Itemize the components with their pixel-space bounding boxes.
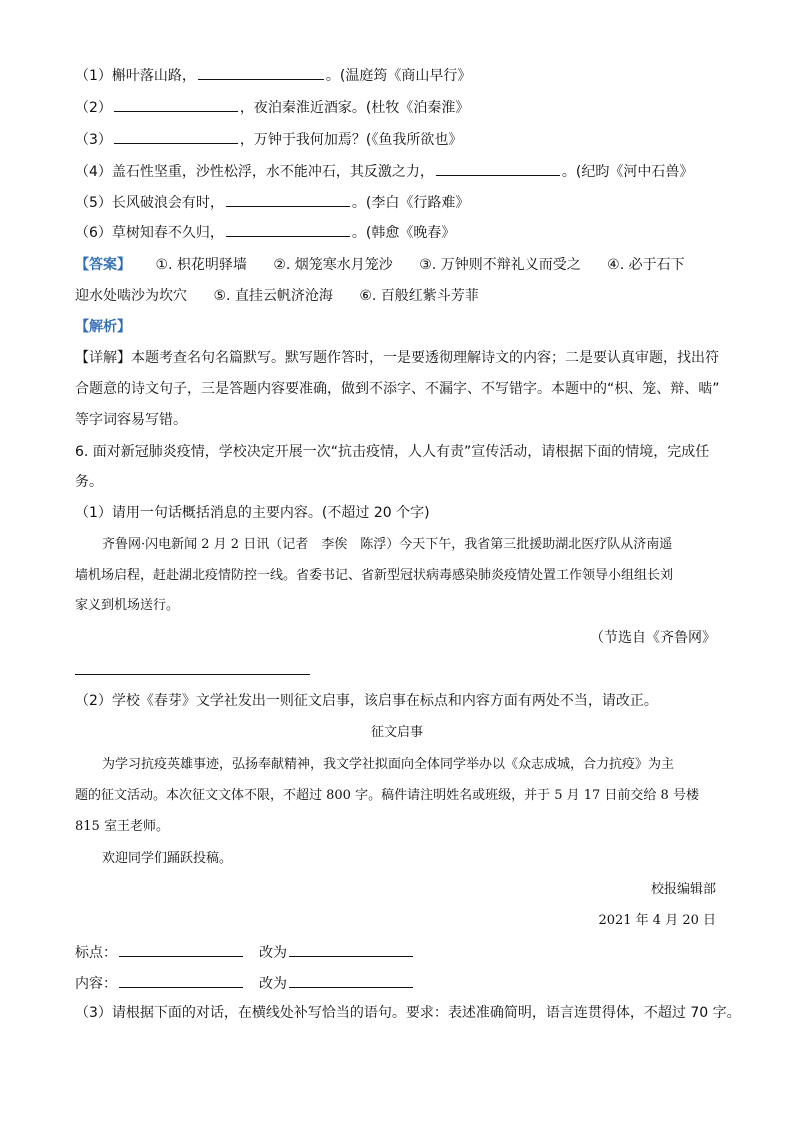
analysis-line-3 bbox=[75, 410, 187, 430]
punct-fixed-blank[interactable] bbox=[289, 942, 413, 957]
q6-sub-1-text: （1）请用一句话概括消息的主要内容。(不超过 20 个字) bbox=[75, 505, 430, 521]
q6-stem-text-1: 6. 面对新冠肺炎疫情，学校决定开展一次“抗击疫情，人人有责”宣传活动，请根据下面的情境，完成任 bbox=[75, 444, 710, 460]
answer-item-2: ②. 烟笼寒水月笼沙 bbox=[273, 257, 393, 273]
answer-line-1 bbox=[75, 255, 685, 275]
notice-line-4: 欢迎同学们踊跃投稿。 bbox=[102, 851, 233, 866]
notice-line-2: 题的征文活动。本次征文文体不限，不超过 800 字。稿件请注明姓名或班级，并于 5 月 17 日前交给 8 号楼 bbox=[75, 788, 699, 803]
q5-l4-prefix: （4）盖石性坚重，沙性松浮，水不能冲石，其反激之力， bbox=[75, 164, 434, 180]
q5-l1-suffix: 。(温庭筠《商山早行》 bbox=[325, 68, 472, 84]
punct-fix-line bbox=[75, 942, 415, 963]
detail-tag: 【详解】 bbox=[75, 350, 131, 366]
answer-tag: 【答案】 bbox=[75, 257, 131, 273]
q5-l1-prefix: （1）槲叶落山路， bbox=[75, 68, 196, 84]
analysis-tag: 【解析】 bbox=[75, 319, 131, 335]
answer-item-4-continued: 迎水处啮沙为坎穴 bbox=[75, 288, 187, 304]
answer-blank[interactable] bbox=[436, 161, 560, 176]
change-to-label: 改为 bbox=[259, 976, 287, 992]
answer-item-3: ③. 万钟则不辩礼义而受之 bbox=[419, 257, 581, 273]
news-line-2: 墙机场启程，赶赴湖北疫情防控一线。省委书记、省新型冠状病毒感染肺炎疫情处置工作领导小组组长刘 bbox=[75, 568, 674, 583]
q5-l4-suffix: 。(纪昀《河中石兽》 bbox=[561, 164, 694, 180]
answer-blank[interactable] bbox=[226, 222, 350, 237]
content-fix-line bbox=[75, 973, 415, 994]
answer-blank[interactable] bbox=[114, 129, 238, 144]
q5-l2-suffix: ，夜泊秦淮近酒家。(杜牧《泊秦淮》 bbox=[239, 100, 470, 116]
answer-blank[interactable] bbox=[114, 97, 238, 112]
q5-l6-prefix: （6）草树知春不久归， bbox=[75, 225, 224, 241]
q5-line-1 bbox=[75, 65, 471, 86]
content-original-blank[interactable] bbox=[119, 973, 243, 988]
q5-l5-suffix: 。(李白《行路难》 bbox=[351, 195, 470, 211]
analysis-heading bbox=[75, 317, 131, 337]
change-to-label: 改为 bbox=[259, 945, 287, 961]
notice-title: 征文启事 bbox=[370, 725, 423, 740]
q6-sub-3 bbox=[75, 1003, 741, 1023]
q6-sub-3-text: （3）请根据下面的对话，在横线处补写恰当的语句。要求：表述准确简明，语言连贯得体，不超过 70 字。 bbox=[75, 1005, 741, 1021]
analysis-text-2: 合题意的诗文句子，三是答题内容要准确，做到不添字、不漏字、不写错字。本题中的“枳、笼、辩、啮” bbox=[75, 381, 720, 397]
q5-l6-suffix: 。(韩愈《晚春》 bbox=[351, 225, 456, 241]
answer-item-4: ④. 必于石下 bbox=[607, 257, 685, 273]
answer-line-q6-1[interactable] bbox=[75, 674, 310, 675]
answer-item-5: ⑤. 直挂云帆济沧海 bbox=[213, 288, 333, 304]
q6-stem-text-2: 务。 bbox=[75, 474, 103, 490]
notice-signature: 校报编辑部 bbox=[650, 882, 716, 897]
analysis-line-1 bbox=[75, 348, 719, 368]
answer-item-1: ①. 枳花明驿墙 bbox=[155, 257, 247, 273]
notice-date: 2021 年 4 月 20 日 bbox=[598, 913, 716, 928]
q6-stem-line-2 bbox=[75, 472, 103, 492]
punct-original-blank[interactable] bbox=[119, 942, 243, 957]
content-fixed-blank[interactable] bbox=[289, 973, 413, 988]
q6-sub-2 bbox=[75, 691, 658, 711]
news-line-3: 家义到机场送行。 bbox=[75, 598, 180, 613]
answer-blank[interactable] bbox=[198, 65, 324, 80]
q5-line-2 bbox=[75, 97, 469, 118]
punct-label: 标点： bbox=[75, 945, 117, 961]
q6-sub-1 bbox=[75, 503, 430, 523]
answer-blank[interactable] bbox=[226, 192, 350, 207]
q5-l5-prefix: （5）长风破浪会有时， bbox=[75, 195, 224, 211]
answer-line-2 bbox=[75, 286, 479, 306]
q5-l3-suffix: ，万钟于我何加焉？(《鱼我所欲也》 bbox=[239, 132, 463, 148]
q5-l2-prefix: （2） bbox=[75, 100, 112, 116]
analysis-text-3: 等字词容易写错。 bbox=[75, 412, 187, 428]
analysis-line-2 bbox=[75, 379, 720, 399]
q5-line-4 bbox=[75, 161, 693, 182]
q5-line-6 bbox=[75, 222, 455, 243]
notice-line-3: 815 室王老师。 bbox=[75, 819, 169, 834]
answer-item-6: ⑥. 百般红紫斗芳菲 bbox=[359, 288, 479, 304]
content-label: 内容： bbox=[75, 976, 117, 992]
q5-l3-prefix: （3） bbox=[75, 132, 112, 148]
q5-line-3 bbox=[75, 129, 462, 150]
news-line-1: 齐鲁网·闪电新闻 2 月 2 日讯（记者 李俟 陈浮）今天下午，我省第三批援助湖北医疗队从济南遥 bbox=[102, 537, 673, 552]
news-source: （节选自《齐鲁网》 bbox=[590, 630, 716, 646]
q6-sub-2-text: （2）学校《春芽》文学社发出一则征文启事，该启事在标点和内容方面有两处不当，请改正。 bbox=[75, 693, 658, 709]
q5-line-5 bbox=[75, 192, 469, 213]
notice-line-1: 为学习抗疫英雄事迹，弘扬奉献精神，我文学社拟面向全体同学举办以《众志成城，合力抗疫》为主 bbox=[102, 757, 675, 772]
analysis-text-1: 本题考查名句名篇默写。默写题作答时，一是要透彻理解诗文的内容；二是要认真审题，找出符 bbox=[131, 350, 719, 366]
q6-stem-line-1 bbox=[75, 442, 709, 462]
